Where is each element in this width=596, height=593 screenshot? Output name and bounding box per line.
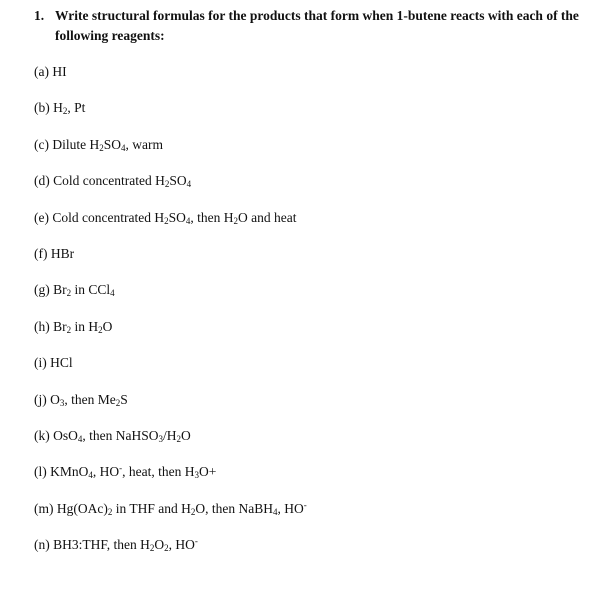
reagent-text: BH3:THF, then H xyxy=(49,537,150,553)
reagent-text: /H xyxy=(163,427,177,443)
reagent-item xyxy=(34,390,307,426)
subscript: 2 xyxy=(164,543,169,554)
reagent-label: (g) xyxy=(34,282,50,298)
subscript: 2 xyxy=(62,106,68,117)
reagent-text: H xyxy=(49,100,63,116)
reagent-label: (m) xyxy=(34,500,54,516)
reagent-item xyxy=(34,135,307,171)
reagent-label: (i) xyxy=(34,355,47,371)
subscript: 2 xyxy=(164,179,170,190)
reagent-text: Hg(OAc) xyxy=(53,500,108,516)
subscript: 2 xyxy=(190,506,196,517)
reagent-text: O xyxy=(46,391,60,407)
reagent-text: SO xyxy=(168,209,186,225)
subscript: 4 xyxy=(185,215,191,226)
reagent-item xyxy=(34,244,307,280)
reagent-text: , heat, then H xyxy=(122,464,195,480)
reagent-text: , HO xyxy=(92,464,120,480)
reagent-text: , then H xyxy=(190,209,234,225)
reagent-item xyxy=(34,208,307,244)
reagent-item xyxy=(34,499,307,535)
subscript: 2 xyxy=(99,142,104,153)
reagent-label: (e) xyxy=(34,209,49,225)
reagent-item xyxy=(34,62,307,98)
reagent-label: (k) xyxy=(34,427,50,443)
reagent-item xyxy=(34,98,307,134)
reagent-text: , warm xyxy=(125,136,163,152)
subscript: 2 xyxy=(176,433,182,444)
subscript: 2 xyxy=(233,215,238,226)
reagent-label: (a) xyxy=(34,64,49,79)
reagent-item xyxy=(34,280,307,316)
question-number: 1. xyxy=(34,8,45,23)
reagent-text: , HO xyxy=(277,500,304,516)
reagent-list xyxy=(34,62,307,571)
reagent-text: HI xyxy=(48,64,67,79)
reagent-label: (h) xyxy=(34,318,50,334)
subscript: 4 xyxy=(273,506,278,517)
reagent-text: Cold concentrated H xyxy=(49,173,165,189)
subscript: 4 xyxy=(88,470,93,481)
reagent-text: O and heat xyxy=(237,209,297,225)
subscript: 2 xyxy=(66,288,72,299)
superscript: - xyxy=(303,499,307,510)
reagent-text: in THF and H xyxy=(112,500,191,516)
reagent-text: HBr xyxy=(47,245,75,261)
subscript: 3 xyxy=(59,397,65,408)
reagent-label: (c) xyxy=(34,136,49,152)
reagent-text: , HO xyxy=(168,537,195,553)
reagent-label: (f) xyxy=(34,245,48,261)
subscript: 4 xyxy=(186,179,192,190)
subscript: 4 xyxy=(77,433,83,444)
reagent-text: , Pt xyxy=(67,100,86,116)
reagent-text: O+ xyxy=(199,464,217,480)
reagent-text: Dilute H xyxy=(48,136,100,152)
subscript: 2 xyxy=(107,506,113,517)
reagent-text: HCl xyxy=(46,355,73,371)
reagent-item xyxy=(34,317,307,353)
subscript: 2 xyxy=(66,324,72,335)
reagent-text: Cold concentrated H xyxy=(48,209,165,225)
reagent-label: (j) xyxy=(34,391,47,407)
reagent-item xyxy=(34,535,307,571)
reagent-item xyxy=(34,462,307,498)
reagent-text: in H xyxy=(71,318,99,334)
reagent-text: , then Me xyxy=(64,391,116,407)
reagent-text: KMnO xyxy=(46,464,89,480)
reagent-text: Br xyxy=(49,318,67,334)
subscript: 2 xyxy=(149,543,155,554)
reagent-text: O xyxy=(102,318,113,334)
subscript: 2 xyxy=(115,397,121,408)
reagent-label: (d) xyxy=(34,173,50,189)
reagent-text: O xyxy=(181,427,191,443)
reagent-label: (l) xyxy=(34,464,47,480)
reagent-item xyxy=(34,353,307,389)
subscript: 4 xyxy=(121,142,126,153)
subscript: 3 xyxy=(158,433,164,444)
reagent-text: SO xyxy=(103,136,121,152)
reagent-text: O, then NaBH xyxy=(195,500,273,516)
reagent-text: S xyxy=(120,391,128,407)
reagent-label: (b) xyxy=(34,100,50,116)
reagent-text: OsO xyxy=(49,427,78,443)
subscript: 2 xyxy=(98,324,103,335)
superscript: - xyxy=(194,536,198,547)
reagent-text: Br xyxy=(49,282,67,298)
reagent-label: (n) xyxy=(34,537,50,553)
subscript: 3 xyxy=(194,470,199,481)
superscript: - xyxy=(119,463,123,474)
reagent-text: , then NaHSO xyxy=(82,427,159,443)
subscript: 2 xyxy=(164,215,169,226)
reagent-item xyxy=(34,426,307,462)
reagent-text: O xyxy=(154,537,165,553)
question-text: Write structural formulas for the products that form when 1-butene reacts with each of the following reagents: xyxy=(55,8,579,43)
subscript: 4 xyxy=(110,288,115,299)
reagent-text: in CCl xyxy=(71,282,111,298)
reagent-item xyxy=(34,171,307,207)
reagent-text: SO xyxy=(169,173,187,189)
